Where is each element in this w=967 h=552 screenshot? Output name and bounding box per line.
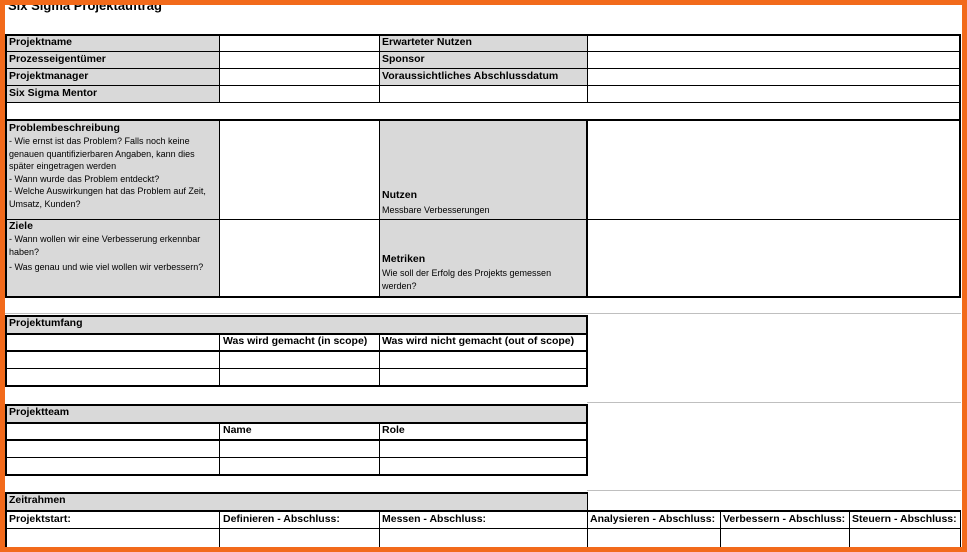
- team-row-cell[interactable]: [6, 458, 220, 474]
- field-erwarteter-nutzen[interactable]: [587, 35, 961, 52]
- ziele-line: haben?: [9, 246, 40, 257]
- problem-lines: [9, 135, 217, 210]
- problem-title: Problembeschreibung: [9, 122, 120, 134]
- grid-line: [586, 120, 588, 297]
- label-prozesseigentuemer: Prozesseigentümer: [6, 52, 220, 69]
- grid-line: [587, 34, 588, 103]
- grid-line: [5, 51, 961, 52]
- zeitrahmen-title: Zeitrahmen: [6, 493, 587, 510]
- metriken-input[interactable]: [587, 219, 961, 296]
- label-mentor: Six Sigma Mentor: [6, 86, 220, 103]
- team-row-cell[interactable]: [220, 440, 379, 457]
- scope-row-cell[interactable]: [6, 351, 220, 368]
- grid-line: [219, 34, 220, 103]
- grid-line: [5, 315, 588, 317]
- label-erwarteter-nutzen: Erwarteter Nutzen: [379, 35, 587, 52]
- date-cell-analysieren[interactable]: [588, 529, 720, 547]
- field-abschlussdatum[interactable]: [587, 69, 961, 86]
- scope-row-cell[interactable]: [220, 369, 379, 385]
- col-projektstart: Projektstart:: [9, 513, 71, 525]
- grid-line: [5, 422, 588, 424]
- grid-line: [586, 315, 588, 387]
- metriken-block: [379, 219, 587, 296]
- date-cell-steuern[interactable]: [850, 529, 960, 547]
- nutzen-block: [379, 121, 587, 219]
- problem-line: - Welche Auswirkungen hat das Problem auf Zeit,: [9, 186, 206, 196]
- field-mentor-extra[interactable]: [379, 86, 587, 103]
- field-projektname[interactable]: [220, 35, 379, 52]
- label-projektmanager: Projektmanager: [6, 69, 220, 86]
- col-verbessern: Verbessern - Abschluss:: [723, 513, 846, 525]
- problem-line: Umsatz, Kunden?: [9, 198, 81, 209]
- grid-line: [5, 333, 588, 335]
- col-messen: Messen - Abschluss:: [382, 513, 487, 525]
- date-cell-verbessern[interactable]: [721, 529, 849, 547]
- grid-line: [5, 68, 961, 69]
- grid-line: [5, 219, 961, 220]
- ziele-input[interactable]: [220, 219, 379, 296]
- grid-line: [959, 34, 961, 297]
- ziele-lines: [9, 233, 217, 274]
- field-prozesseigentuemer[interactable]: [220, 52, 379, 69]
- grid-line: [219, 120, 220, 297]
- metriken-line: werden?: [382, 280, 417, 291]
- field-projektmanager[interactable]: [220, 69, 379, 86]
- grid-line: [5, 385, 588, 387]
- problem-line: später eingetragen werden: [9, 161, 117, 171]
- ziele-line: - Was genau und wie viel wollen wir verbessern?: [9, 262, 204, 272]
- problem-line: - Wie ernst ist das Problem? Falls noch keine: [9, 136, 190, 146]
- scope-in-header: Was wird gemacht (in scope): [223, 335, 368, 347]
- projektumfang-title: Projektumfang: [6, 316, 587, 333]
- grid-line: [5, 510, 961, 512]
- team-row-cell[interactable]: [380, 458, 586, 474]
- label-abschlussdatum: Voraussichtliches Abschlussdatum: [379, 69, 587, 86]
- col-definieren: Definieren - Abschluss:: [223, 513, 340, 525]
- date-cell-definieren[interactable]: [220, 529, 379, 547]
- grid-line: [5, 492, 588, 494]
- date-cell-projektstart[interactable]: [6, 529, 219, 547]
- ziele-title: Ziele: [9, 220, 33, 232]
- grid-line: [5, 404, 588, 406]
- nutzen-title: Nutzen: [382, 189, 417, 201]
- label-sponsor: Sponsor: [379, 52, 587, 69]
- metriken-title: Metriken: [382, 253, 426, 265]
- projektteam-title: Projektteam: [6, 405, 587, 422]
- nutzen-subtitle: Messbare Verbesserungen: [382, 205, 490, 215]
- col-analysieren: Analysieren - Abschluss:: [590, 513, 716, 525]
- grid-line: [379, 120, 380, 297]
- team-row-cell[interactable]: [380, 440, 586, 457]
- grid-line: [960, 511, 961, 547]
- scope-row-cell[interactable]: [220, 351, 379, 368]
- date-cell-messen[interactable]: [380, 529, 587, 547]
- team-row-cell[interactable]: [6, 440, 220, 457]
- field-sponsor[interactable]: [587, 52, 961, 69]
- team-role-header: Role: [382, 424, 405, 436]
- scope-label-cell[interactable]: [6, 334, 220, 351]
- grid-line: [5, 34, 7, 297]
- grid-line: [5, 119, 961, 121]
- grid-line: [5, 474, 588, 476]
- nutzen-input[interactable]: [587, 121, 961, 219]
- metriken-line: Wie soll der Erfolg des Projekts gemessen: [382, 268, 552, 278]
- problem-input[interactable]: [220, 121, 379, 219]
- grid-line: [587, 490, 961, 491]
- grid-line: [5, 34, 961, 36]
- col-steuern: Steuern - Abschluss:: [852, 513, 957, 525]
- grid-line: [5, 313, 961, 314]
- team-row-cell[interactable]: [220, 458, 379, 474]
- grid-line: [587, 402, 961, 403]
- scope-out-header: Was wird nicht gemacht (out of scope): [382, 335, 575, 347]
- field-mentor[interactable]: [220, 86, 379, 103]
- ziele-block: [6, 219, 220, 296]
- problem-line: - Wann wurde das Problem entdeckt?: [9, 173, 160, 184]
- team-name-header: Name: [223, 424, 252, 436]
- scope-row-cell[interactable]: [6, 369, 220, 385]
- grid-line: [586, 404, 588, 476]
- scope-row-cell[interactable]: [380, 369, 586, 385]
- problem-line: genauen quantifizierbaren Angaben, kann dies: [9, 148, 195, 159]
- ziele-line: - Wann wollen wir eine Verbesserung erkennbar: [9, 234, 201, 244]
- grid-line: [379, 34, 380, 103]
- grid-line: [5, 102, 961, 103]
- scope-row-cell[interactable]: [380, 351, 586, 368]
- metriken-lines: [382, 267, 551, 292]
- label-projektname: Projektname: [6, 35, 220, 52]
- problem-description-block: [6, 121, 220, 219]
- grid-line: [5, 85, 961, 86]
- grid-line: [5, 296, 961, 298]
- page-title: Six Sigma Projektauftrag: [8, 0, 162, 13]
